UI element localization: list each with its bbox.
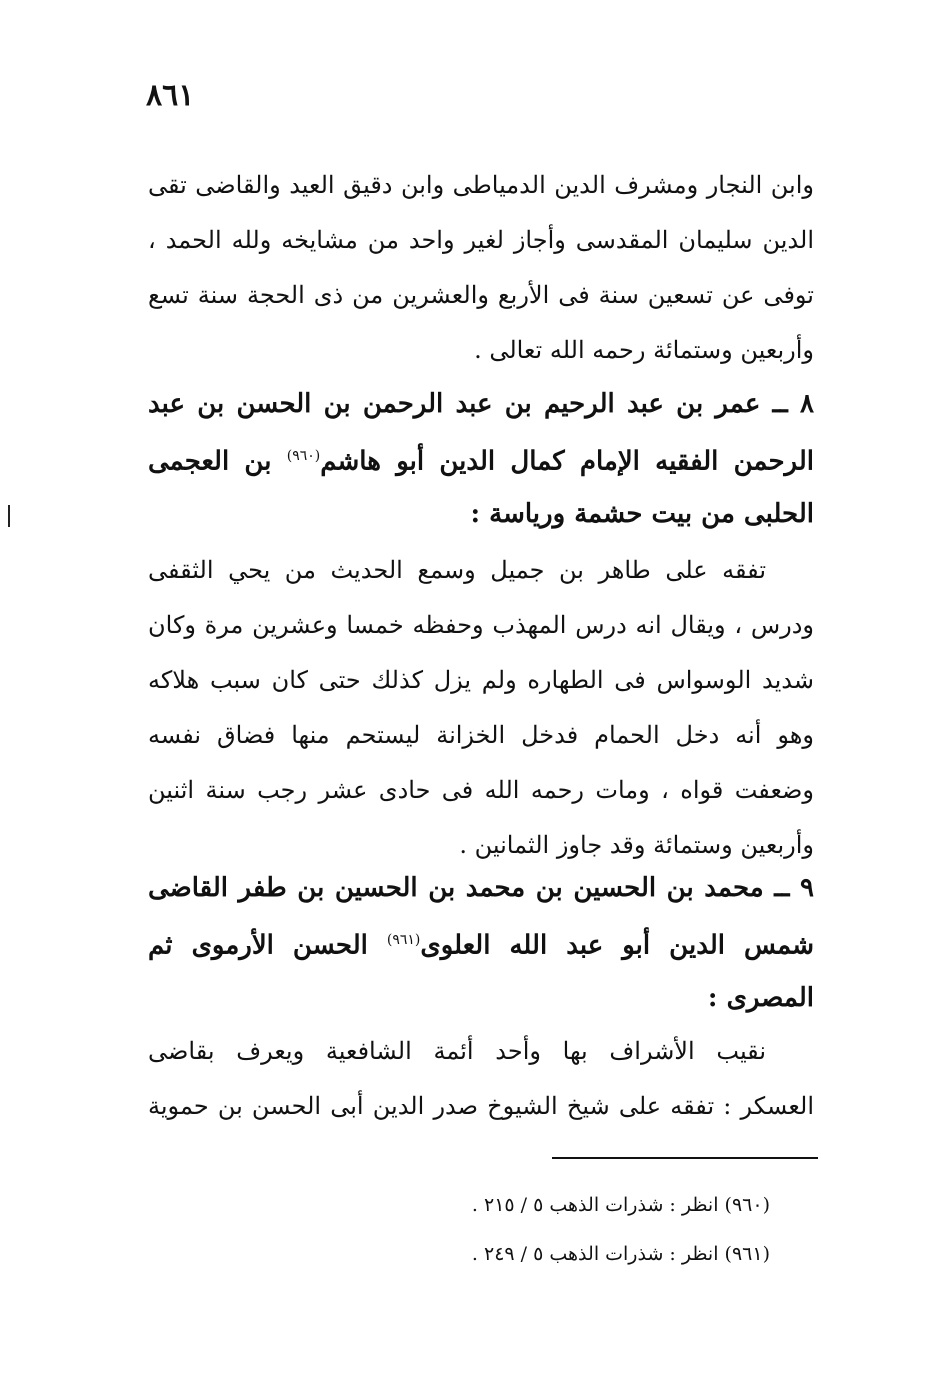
heading-line: المصرى : [707, 982, 814, 1013]
text-line: ودرس ، ويقال انه درس المهذب وحفظه خمسا وعشرين مرة وكان [148, 611, 814, 639]
text-line: العسكر : تفقه على شيخ الشيوخ صدر الدين أبى الحسن بن حموية [148, 1092, 814, 1120]
text-line: وضعفت قواه ، ومات رحمه الله فى حادى عشر رجب سنة اثنين [148, 776, 814, 804]
heading-line [148, 430, 814, 488]
heading-text: شمس الدين أبو عبد الله العلوى [420, 930, 814, 961]
heading-line [148, 914, 814, 972]
entry-9-body [148, 1024, 814, 1134]
text-line: توفى عن تسعين سنة فى الأربع والعشرين من ذى الحجة سنة تسع [148, 281, 814, 309]
heading-text: الرحمن الفقيه الإمام كمال الدين أبو هاشم [320, 446, 815, 477]
text-line: الدين سليمان المقدسى وأجاز لغير واحد من مشايخه ولله الحمد ، [148, 226, 814, 254]
intro-paragraph [148, 158, 814, 378]
text-line: وهو أنه دخل الحمام فدخل الخزانة ليستحم منها فضاق نفسه [148, 721, 814, 749]
footnote-reference: (٩٦٠) [286, 448, 321, 464]
heading-text: بن العجمى [148, 446, 287, 477]
text-line: نقيب الأشراف بها وأحد أئمة الشافعية ويعرف بقاضى [148, 1037, 766, 1065]
entry-8-body [148, 543, 814, 873]
text-line: شديد الوسواس فى الطهاره ولم يزل كذلك حتى كان سبب هلاكه [148, 666, 814, 694]
heading-line: ٩ ــ محمد بن الحسين بن محمد بن الحسين بن طفر القاضى [148, 873, 814, 903]
footnote-reference: (٩٦١) [386, 932, 421, 948]
text-line: وأربعين وستمائة رحمه الله تعالى . [474, 336, 814, 364]
text-line: تفقه على طاهر بن جميل وسمع الحديث من يحي الثقفى [148, 556, 766, 584]
page-number: ٨٦١ [146, 78, 195, 113]
heading-line: ٨ ــ عمر بن عبد الرحيم بن عبد الرحمن بن الحسن بن عبد [148, 389, 814, 419]
footnote: (٩٦٠) انظر : شذرات الذهب ٥ / ٢١٥ . [471, 1194, 770, 1216]
heading-line: الحلبى من بيت حشمة ورياسة : [470, 498, 814, 529]
text-line: وابن النجار ومشرف الدين الدمياطى وابن دقيق العيد والقاضى تقى [148, 171, 814, 199]
scan-margin-mark [8, 505, 10, 527]
text-line: وأربعين وستمائة وقد جاوز الثمانين . [459, 831, 814, 859]
footnote-divider [552, 1157, 818, 1159]
heading-text: الحسن الأرموى ثم [148, 930, 387, 961]
footnote: (٩٦١) انظر : شذرات الذهب ٥ / ٢٤٩ . [471, 1243, 770, 1265]
entry-8-heading [148, 378, 814, 540]
entry-9-heading [148, 862, 814, 1024]
